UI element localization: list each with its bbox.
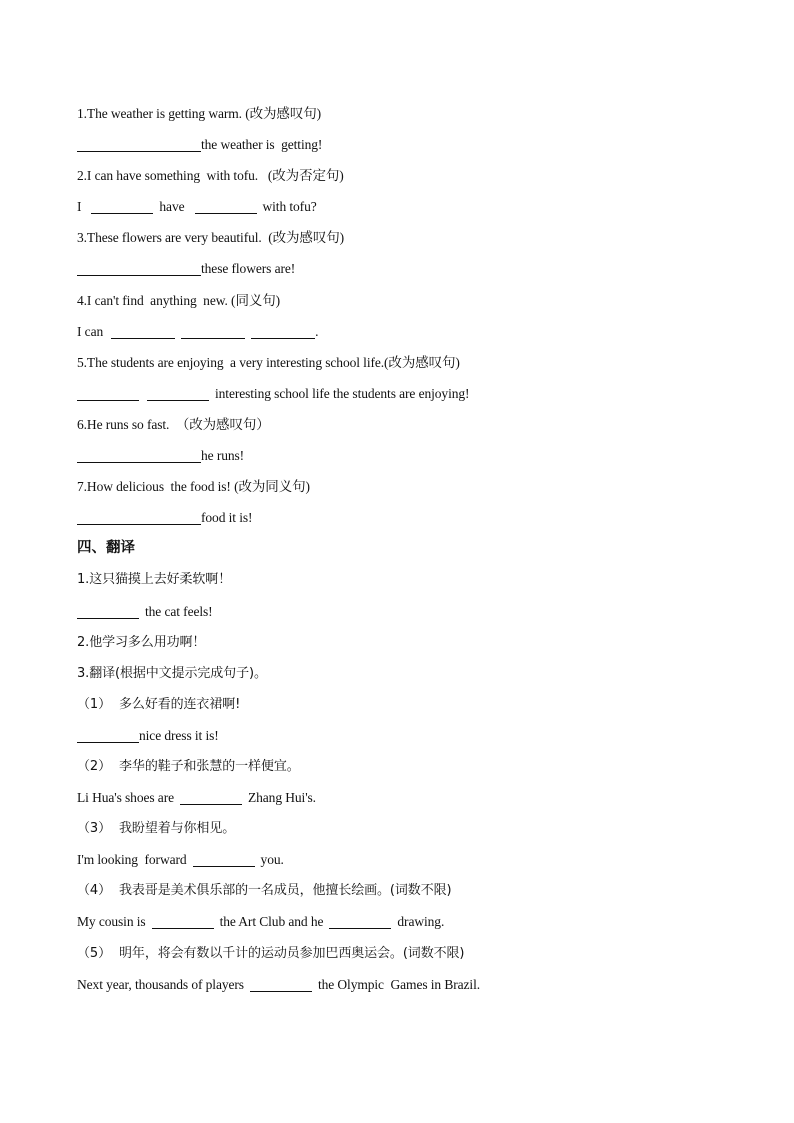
question-1-answer: the weather is getting! xyxy=(77,129,737,160)
answer-blank[interactable] xyxy=(147,386,209,401)
question-3-answer: these flowers are! xyxy=(77,253,737,284)
translate-3-1-prompt: （1） 多么好看的连衣裙啊! xyxy=(77,696,241,712)
answer-blank[interactable] xyxy=(329,914,391,929)
translate-3-3-prompt: （3） 我盼望着与你相见。 xyxy=(77,821,236,837)
answer-blank[interactable] xyxy=(180,790,242,805)
question-7-prompt: 7.How delicious the food is! (改为同义句) xyxy=(77,479,310,495)
translate-3-4-prompt: （4） 我表哥是美术俱乐部的一名成员，他擅长绘画。(词数不限) xyxy=(77,883,452,899)
translate-3-2-prompt: （2） 李华的鞋子和张慧的一样便宜。 xyxy=(77,758,300,774)
section-heading: 四、翻译 xyxy=(77,540,135,557)
question-6-prompt: 6.He runs so fast. （改为感叹句） xyxy=(77,416,270,432)
answer-blank[interactable] xyxy=(181,324,245,339)
answer-blank[interactable] xyxy=(77,261,201,276)
answer-blank[interactable] xyxy=(250,977,312,992)
answer-blank[interactable] xyxy=(251,324,315,339)
answer-blank[interactable] xyxy=(77,137,201,152)
worksheet-page xyxy=(77,98,737,1000)
translate-1-answer: the cat feels! xyxy=(77,596,737,627)
translate-3-2-answer: Li Hua's shoes are Zhang Hui's. xyxy=(77,790,316,806)
question-4-prompt: 4.I can't find anything new. (同义句) xyxy=(77,292,281,308)
question-5-answer: interesting school life the students are enjoying! xyxy=(77,378,737,409)
answer-blank[interactable] xyxy=(77,604,139,619)
answer-blank[interactable] xyxy=(91,199,153,214)
question-7-answer: food it is! xyxy=(77,502,737,533)
translate-2-prompt: 2.他学习多么用功啊！ xyxy=(77,634,206,650)
question-1-prompt: 1.The weather is getting warm. (改为感叹句) xyxy=(77,106,322,121)
answer-blank[interactable] xyxy=(77,448,201,463)
question-3-prompt: 3.These flowers are very beautiful. (改为感叹句) xyxy=(77,230,345,246)
answer-blank[interactable] xyxy=(77,386,139,401)
answer-blank[interactable] xyxy=(77,728,139,743)
answer-blank[interactable] xyxy=(152,914,214,929)
question-6-answer: he runs! xyxy=(77,440,737,471)
answer-blank[interactable] xyxy=(111,324,175,339)
question-4-answer: I can . xyxy=(77,323,319,339)
translate-1-prompt: 1.这只猫摸上去好柔软啊！ xyxy=(77,572,232,588)
answer-blank[interactable] xyxy=(193,852,255,867)
translate-3-3-answer: I'm looking forward you. xyxy=(77,852,284,868)
question-5-prompt: 5.The students are enjoying a very interesting school life.(改为感叹句) xyxy=(77,354,460,370)
question-2-prompt: 2.I can have something with tofu. (改为否定句) xyxy=(77,168,344,184)
translate-3-5-prompt: （5） 明年，将会有数以千计的运动员参加巴西奥运会。(词数不限) xyxy=(77,945,465,961)
translate-3-prompt: 3.翻译(根据中文提示完成句子)。 xyxy=(77,665,267,681)
question-2-answer: I have with tofu? xyxy=(77,199,317,215)
answer-blank[interactable] xyxy=(77,510,201,525)
translate-3-1-answer: nice dress it is! xyxy=(77,720,737,751)
translate-3-4-answer: My cousin is the Art Club and he drawing. xyxy=(77,914,445,930)
answer-blank[interactable] xyxy=(195,199,257,214)
translate-3-5-answer: Next year, thousands of players the Olympic Games in Brazil. xyxy=(77,976,480,992)
